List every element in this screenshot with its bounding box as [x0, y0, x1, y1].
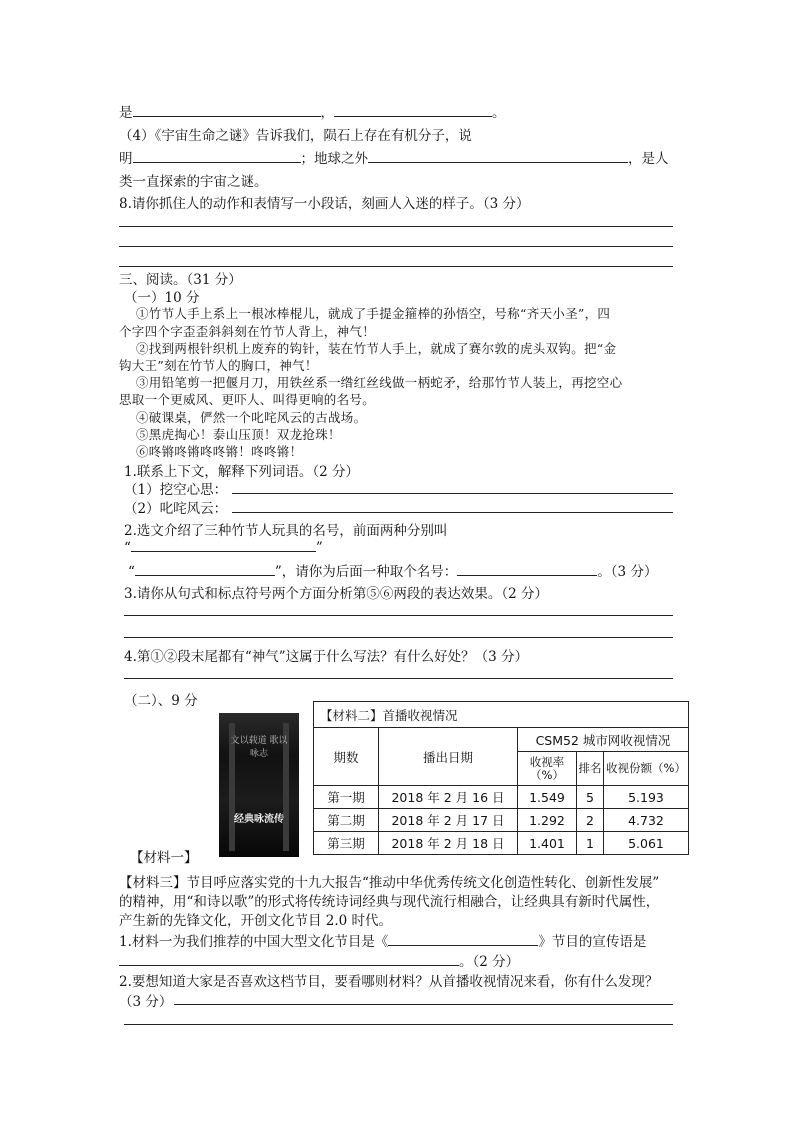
cell-date: 2018 年 2 月 16 日: [379, 786, 518, 809]
s3-q2-mid: ”，请你为后面一种取个名号：: [274, 564, 458, 580]
s3-q1b: （2）叱咤风云：: [124, 501, 228, 517]
cell-share: 5.193: [604, 786, 689, 809]
answer-blank[interactable]: [368, 148, 628, 163]
answer-line[interactable]: [232, 493, 673, 494]
q7-blank-line: [119, 101, 506, 121]
col-share: 收视份额（%）: [604, 752, 689, 786]
s3-q2-end: 。（3 分）: [597, 564, 658, 580]
answer-blank[interactable]: [388, 931, 538, 946]
q7-item4-line3: 类一直探索的宇宙之谜。: [119, 174, 268, 190]
comma: ，: [320, 105, 334, 121]
passage-p1a: ①竹节人手上系上一根冰棒棍儿，就成了手提金箍棒的孙悟空，号称“齐天小圣”，四: [136, 306, 611, 321]
q7-item4-prefix: 明: [119, 151, 133, 167]
answer-line[interactable]: [124, 615, 673, 616]
answer-line[interactable]: [119, 266, 673, 267]
cell-share: 5.061: [604, 832, 689, 855]
p2-q2-line1: 2.要想知道大家是否喜欢这档节目，要看哪则材料？从首播收视情况来看，你有什么发现？: [119, 974, 659, 990]
part1-title: （一）10 分: [124, 290, 200, 306]
passage-p2b: 钩大王”刻在竹节人的胸口，神气！: [119, 358, 318, 373]
passage-p1b: 个字四个字歪歪斜斜刻在竹节人背上，神气！: [119, 324, 376, 339]
answer-line[interactable]: [232, 512, 673, 513]
answer-line[interactable]: [124, 637, 673, 638]
answer-line[interactable]: [174, 1004, 673, 1005]
p2-q1-line2: [119, 950, 519, 970]
cell-period: 第二期: [314, 809, 379, 832]
q7-item4-mid: ；地球之外: [300, 151, 368, 167]
col-rating: 收视率（%）: [518, 752, 577, 786]
answer-line[interactable]: [119, 246, 673, 247]
passage-p3b: 思取一个更威风、更吓人、叫得更响的名号。: [119, 392, 376, 407]
ratings-table: [313, 701, 689, 855]
passage-p6: ⑥咚锵咚锵咚咚锵！咚咚锵！: [136, 444, 303, 459]
passage-p5: ⑤黑虎掏心！泰山压顶！双龙抢珠！: [136, 427, 341, 442]
cell-date: 2018 年 2 月 17 日: [379, 809, 518, 832]
quote-close: ”: [315, 540, 323, 556]
table-row: [314, 809, 689, 832]
s3-q4: 4.第①②段末尾都有“神气”这属于什么写法？有什么好处？（3 分）: [124, 649, 529, 665]
cell-date: 2018 年 2 月 18 日: [379, 832, 518, 855]
section3-title: 三、阅读。（31 分）: [119, 272, 242, 288]
q7-prefix: 是: [119, 105, 133, 121]
s3-q1: 1.联系上下文，解释下列词语。（2 分）: [124, 464, 360, 480]
q8-text: 8.请你抓住人的动作和表情写一小段话，刻画人入迷的样子。（3 分）: [119, 196, 530, 212]
p2-q1-part1: 1.材料一为我们推荐的中国大型文化节目是《: [119, 934, 389, 950]
answer-blank[interactable]: [119, 951, 459, 966]
cell-period: 第三期: [314, 832, 379, 855]
cell-rating: 1.292: [518, 809, 577, 832]
cell-rank: 1: [577, 832, 604, 855]
answer-line[interactable]: [119, 226, 673, 227]
s3-q2-line1: 2.选文介绍了三种竹节人玩具的名号，前面两种分别叫: [124, 523, 448, 539]
p2-q1-part2: 》节目的宣传语是: [538, 934, 647, 950]
poster-slogan: 文以载道 歌以咏志: [230, 736, 288, 759]
material3-line2: 的精神，用“和诗以歌”的形式将传统诗词经典与现代流行相融合，让经典具有新时代属性，: [119, 894, 660, 910]
quote-open: “: [124, 540, 131, 556]
answer-blank[interactable]: [135, 561, 275, 576]
cell-rank: 2: [577, 809, 604, 832]
col-period: 期数: [314, 728, 379, 786]
q7-item4-line2: [119, 147, 669, 167]
s3-q3: 3.请你从句式和标点符号两个方面分析第⑤⑥两段的表达效果。（2 分）: [124, 586, 549, 602]
program-poster-image: [219, 713, 299, 857]
passage-p3a: ③用铅笔剪一把偃月刀，用铁丝系一绺红丝线做一柄蛇矛，给那竹节人装上，再挖空心: [136, 375, 623, 390]
col-date: 播出日期: [379, 728, 518, 786]
answer-blank[interactable]: [131, 537, 316, 552]
table-row: [314, 832, 689, 855]
period: 。: [492, 105, 506, 121]
material3-line3: 产生新的先锋文化，开创文化节目 2.0 时代。: [119, 913, 393, 929]
answer-blank[interactable]: [334, 102, 492, 117]
cell-share: 4.732: [604, 809, 689, 832]
poster-title: 经典咏流传: [234, 814, 284, 825]
s3-q2-line3: [128, 560, 657, 580]
table-row: [314, 786, 689, 809]
cell-rating: 1.549: [518, 786, 577, 809]
material2-title: 【材料二】首播收视情况: [314, 702, 689, 728]
answer-blank[interactable]: [133, 148, 301, 163]
s3-q2-line2: [124, 537, 323, 556]
s3-q1a: （1）挖空心思：: [124, 482, 228, 498]
answer-blank[interactable]: [457, 561, 597, 576]
material3-line1: 【材料三】节目呼应落实党的十九大报告“推动中华优秀传统文化创造性转化、创新性发展”: [119, 875, 660, 891]
p2-q1-line1: [119, 930, 646, 950]
material1-label: 【材料一】: [130, 850, 198, 866]
answer-line[interactable]: [124, 1024, 673, 1025]
passage-p4: ④破课桌，俨然一个叱咤风云的古战场。: [136, 410, 367, 425]
answer-blank[interactable]: [133, 102, 321, 117]
q7-item4-line1: （4）《宇宙生命之谜》告诉我们，陨石上存在有机分子，说: [119, 128, 472, 144]
p2-q2-line2: （3 分）: [119, 994, 173, 1010]
answer-line[interactable]: [124, 678, 673, 679]
quote-open: “: [128, 564, 135, 580]
q7-item4-suffix: ，是人: [628, 151, 669, 167]
col-rank: 排名: [577, 752, 604, 786]
cell-period: 第一期: [314, 786, 379, 809]
cell-rating: 1.401: [518, 832, 577, 855]
part2-title: （二）、9 分: [124, 693, 198, 709]
col-group: CSM52 城市网收视情况: [518, 728, 689, 752]
passage-p2a: ②找到两根针织机上废弃的钩针，装在竹节人手上，就成了赛尔敦的虎头双钩。把“金: [136, 341, 617, 356]
p2-q1-end: 。（2 分）: [459, 954, 520, 970]
cell-rank: 5: [577, 786, 604, 809]
